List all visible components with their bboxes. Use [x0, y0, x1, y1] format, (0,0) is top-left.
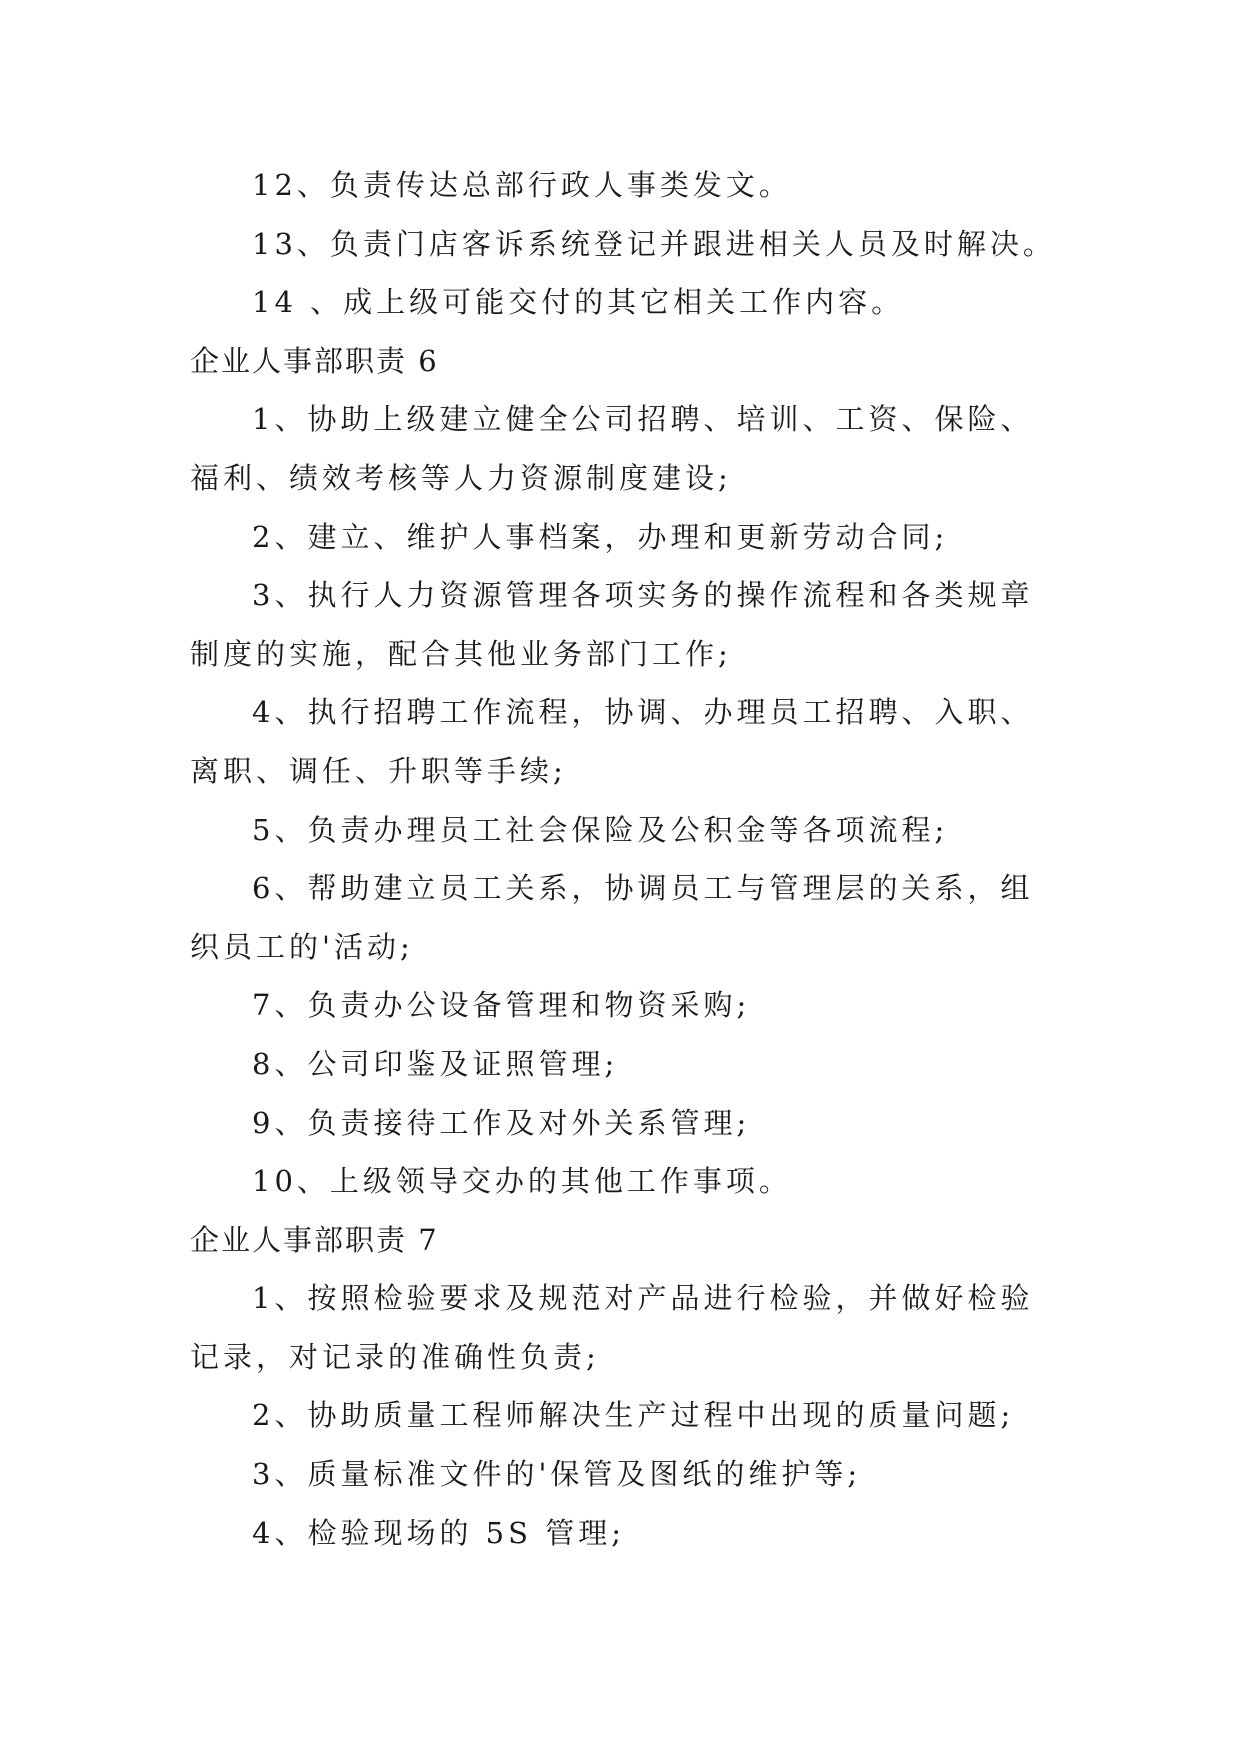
paragraph-line: 离职、调任、升职等手续; — [190, 753, 567, 788]
paragraph-line: 5、负责办理员工社会保险及公积金等各项流程; — [252, 812, 949, 847]
paragraph-line: 13、负责门店客诉系统登记并跟进相关人员及时解决。 — [252, 226, 1056, 261]
paragraph-line: 制度的实施，配合其他业务部门工作; — [190, 636, 732, 671]
paragraph-line: 4、检验现场的 5S 管理; — [252, 1515, 625, 1550]
paragraph-line: 14 、成上级可能交付的其它相关工作内容。 — [252, 285, 905, 320]
paragraph-line: 6、帮助建立员工关系，协调员工与管理层的关系，组 — [252, 871, 1034, 906]
paragraph-line: 1、按照检验要求及规范对产品进行检验，并做好检验 — [252, 1281, 1034, 1316]
paragraph-line: 12、负责传达总部行政人事类发文。 — [252, 168, 792, 202]
paragraph-line: 记录，对记录的准确性负责; — [190, 1339, 600, 1374]
paragraph-line: 7、负责办公设备管理和物资采购; — [252, 988, 751, 1023]
paragraph-line: 福利、绩效考核等人力资源制度建设; — [190, 460, 732, 495]
paragraph-line: 3、执行人力资源管理各项实务的操作流程和各类规章 — [252, 578, 1034, 613]
paragraph-line: 9、负责接待工作及对外关系管理; — [252, 1105, 751, 1140]
paragraph-line: 2、协助质量工程师解决生产过程中出现的质量问题; — [252, 1398, 1015, 1433]
section-heading: 企业人事部职责 6 — [190, 343, 439, 378]
paragraph-line: 3、质量标准文件的'保管及图纸的维护等; — [252, 1457, 862, 1492]
paragraph-line: 4、执行招聘工作流程，协调、办理员工招聘、入职、 — [252, 695, 1034, 730]
paragraph-line: 织员工的'活动; — [190, 929, 414, 964]
paragraph-line: 10、上级领导交办的其他工作事项。 — [252, 1164, 792, 1199]
document-body — [190, 156, 1070, 1562]
section-heading: 企业人事部职责 7 — [190, 1222, 439, 1257]
paragraph-line: 2、建立、维护人事档案，办理和更新劳动合同; — [252, 519, 949, 554]
paragraph-line: 1、协助上级建立健全公司招聘、培训、工资、保险、 — [252, 402, 1034, 437]
paragraph-line: 8、公司印鉴及证照管理; — [252, 1046, 619, 1081]
